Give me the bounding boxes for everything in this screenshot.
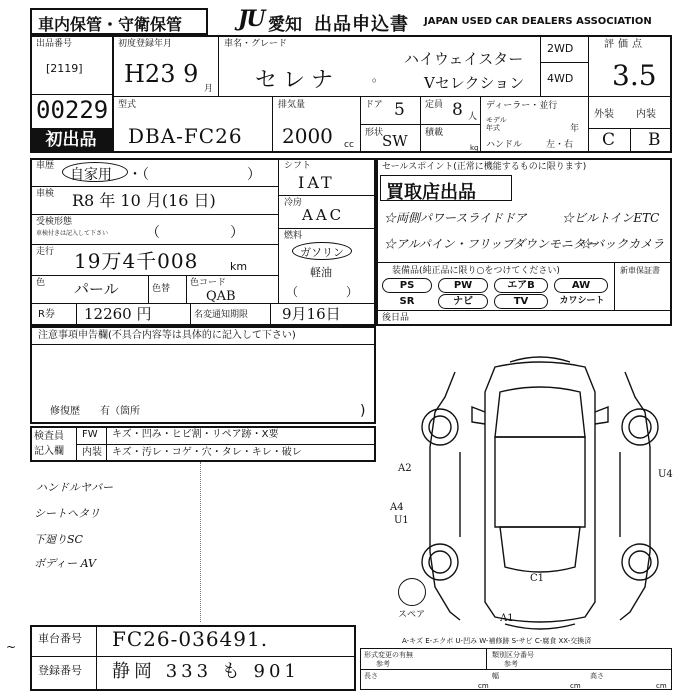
divider [76,303,77,326]
divider [30,214,278,215]
width-unit: cm [570,682,581,690]
new-warranty-label: 新車保証書 [620,266,660,275]
ju-logo-icon: JU [238,6,264,32]
sales-point-2: ☆ビルトインETC [562,211,660,225]
storage-note: 車内保管・守衛保管 [38,15,183,34]
divider [96,625,97,691]
score-value: 3.5 [612,59,657,92]
capacity-value: 8 [452,100,463,120]
color-label: 色 [36,278,46,288]
divider [30,275,278,276]
capacity-label: 定員 [425,100,444,110]
handle-label: ハンドル [486,140,523,150]
transfer-label: 名変通知期限 [194,310,249,320]
equip-aw: AW [554,278,608,293]
divider [200,462,201,622]
registration-label: 初度登録年月 [118,39,173,49]
color-tone-label: 色替 [152,284,171,294]
divider [76,444,376,445]
divider [30,186,278,187]
aircon-value: AAC [302,206,345,224]
length-label: 長さ [364,672,378,680]
shift-value: IAT [298,173,335,192]
divider [30,94,112,95]
first-listing-badge: 初出品 [30,128,112,153]
org-name: 愛知 [268,15,302,35]
damage-mark-u1: U1 [394,515,409,526]
vehicle-name-label: 車名・グレード [224,39,288,49]
height-unit: cm [656,682,667,690]
divider [540,35,541,96]
interior-check-items: キズ・汚レ・コゲ・穴・タレ・キレ・破レ [112,447,302,458]
equip-navi: ナビ [438,294,488,309]
color-value: パール [74,280,119,298]
width-label: 幅 [492,672,499,680]
equip-pw: PW [438,278,488,293]
registration-month-suffix: 月 [204,84,214,94]
equip-sr: SR [399,296,415,307]
interior-check-label: 内装 [82,447,102,458]
sales-points-label: セールスポイント(正常に機能するものに限ります) [382,162,587,172]
divider [540,62,588,63]
mileage-value: 19万4千008 [74,249,199,273]
usage-value: 自家用 [70,167,112,183]
inspector-label-2: 記入欄 [34,446,64,457]
margin-mark: ~ [6,640,17,654]
form-title: 出品申込書 [314,14,409,35]
car-diagram [400,352,680,632]
divider [148,275,149,303]
damage-mark-u4: U4 [658,469,673,480]
dealer-label: ディーラー・並行 [486,101,558,111]
dealer-badge: 買取店出品 [386,182,476,203]
year-suffix: 年 [570,124,580,134]
divider [480,96,481,153]
damage-legend: A-キズ E-エクボ U-凹み W-補修跡 S-サビ C-腐食 XX-交換済 [402,637,592,645]
fuel-alt: 軽油 [310,266,332,279]
equip-airbag: エアB [494,278,548,293]
color-code-label: 色コード [190,278,227,288]
inspector-note-4: ボディー AV [34,557,96,570]
divider [30,344,376,345]
divider [360,669,672,670]
handle-options: 左・右 [546,140,574,150]
fuel-paren: （ ） [286,285,359,299]
interior-label: 内装 [636,109,656,120]
equipment-label: 装備品(純正品に限り○をつけてください) [392,266,560,276]
sales-point-3: ☆アルパイン・フリップダウンモニター [384,237,597,251]
year-label: 年式 [486,124,500,132]
divider [614,262,615,310]
inspector-note-1: ハンドルヤバー [36,481,113,494]
top-frame [30,35,672,153]
divider [190,303,191,326]
body-shape-value: SW [382,132,408,150]
divider [278,228,376,229]
divider [630,128,631,153]
divider [420,124,480,125]
equip-seat: カワシート [559,296,605,306]
interior-score: B [648,130,661,150]
displacement-label: 排気量 [278,100,306,110]
recycle-label: R券 [38,309,55,320]
vehicle-dot: 。 [372,70,385,84]
vehicle-name: セレナ [255,68,340,93]
divider [272,96,273,153]
exterior-score: C [602,130,616,150]
received-paren: （ ） [146,225,244,241]
divider [30,244,278,245]
listing-number-label: 出品番号 [36,39,73,49]
inspection-value: R8 年 10 月(16 日) [72,191,216,210]
aircon-label: 冷房 [284,198,303,208]
plate-value: 静岡 333 も 901 [112,661,300,682]
sales-point-4: ☆バックカメラ [580,237,665,251]
listing-number: 00229 [36,96,109,124]
spare-tire-icon [398,578,426,606]
fw-items: キズ・凹み・ヒビ割・リペア跡・X要 [112,429,279,440]
usage-label: 車歴 [36,161,55,171]
follow-up-label: 後日品 [382,313,410,323]
fuel-label: 燃料 [284,231,303,241]
received-note: 車検付きは記入して下さい [36,230,109,237]
fuel-value: ガソリン [300,246,344,259]
chassis-label: 車台番号 [38,632,82,645]
drive-2wd: 2WD [547,42,574,55]
divider [588,35,589,153]
model-value: DBA-FC26 [128,124,243,148]
divider [270,303,271,326]
category-label: 類別区分番号 [492,651,534,659]
change-label: 形式変更の有無 [364,651,413,659]
transfer-value: 9月16日 [282,305,341,323]
divider [186,275,187,303]
displacement-value: 2000 [282,124,333,148]
divider [112,35,114,153]
model-year-label: モデル [486,116,507,124]
vehicle-sub-grade: Vセレクション [424,74,525,92]
damage-mark-a1: A1 [500,613,514,624]
displacement-unit: cc [344,140,354,150]
mileage-label: 走行 [36,247,55,257]
divider [376,310,672,311]
drive-4wd: 4WD [547,72,574,85]
sales-point-1: ☆両側パワースライドドア [384,211,527,225]
ref-label-2: 参考 [504,660,518,668]
recycle-value: 12260 円 [84,305,152,323]
inspector-note-3: 下廻りSC [34,533,83,546]
score-label: 評価点 [604,39,646,50]
doors-value: 5 [394,100,405,120]
received-label: 受検形態 [36,217,73,227]
repair-history-label: 修復歴 有（箇所 [50,406,140,417]
body-shape-label: 形状 [365,128,384,138]
divider [218,35,219,96]
doors-label: ドア [365,100,383,110]
divider [486,648,487,669]
equip-ps: PS [382,278,432,293]
divider [278,158,279,303]
divider [30,303,376,304]
load-unit: kg [470,144,479,152]
usage-paren: ・（ ） [128,167,261,183]
vehicle-grade: ハイウェイスター [404,50,524,68]
ref-label: 参考 [376,660,390,668]
inspector-note-2: シートヘタリ [34,507,100,520]
color-code: QAB [206,289,236,304]
lot-bracket: [2119] [46,62,83,75]
registration-value: H23 9 [124,60,199,88]
exterior-label: 外装 [594,109,614,120]
mileage-unit: km [230,260,248,273]
damage-mark-a4: A4 [390,502,404,513]
divider [30,656,356,657]
height-label: 高さ [590,672,604,680]
spare-tire-label: スペア [398,610,426,620]
chassis-value: FC26-036491. [112,627,269,651]
length-unit: cm [478,682,489,690]
damage-mark-a2: A2 [398,463,412,474]
capacity-unit: 人 [468,112,478,122]
model-label: 型式 [118,100,137,110]
divider [106,426,107,462]
damage-mark-c1: C1 [530,573,545,584]
inspection-label: 車検 [36,189,55,199]
inspector-label-1: 検査員 [34,431,64,442]
shift-label: シフト [284,161,312,171]
divider [360,124,420,125]
divider [278,195,376,196]
notes-label: 注意事項申告欄(不具合内容等は具体的に記入して下さい) [38,330,296,341]
fw-label: FW [82,429,98,440]
divider [376,262,672,263]
load-label: 積載 [425,128,444,138]
repair-history-paren: ) [360,403,366,419]
equip-tv: TV [494,294,548,309]
org-name-en: JAPAN USED CAR DEALERS ASSOCIATION [424,16,652,27]
plate-label: 登録番号 [38,664,82,677]
